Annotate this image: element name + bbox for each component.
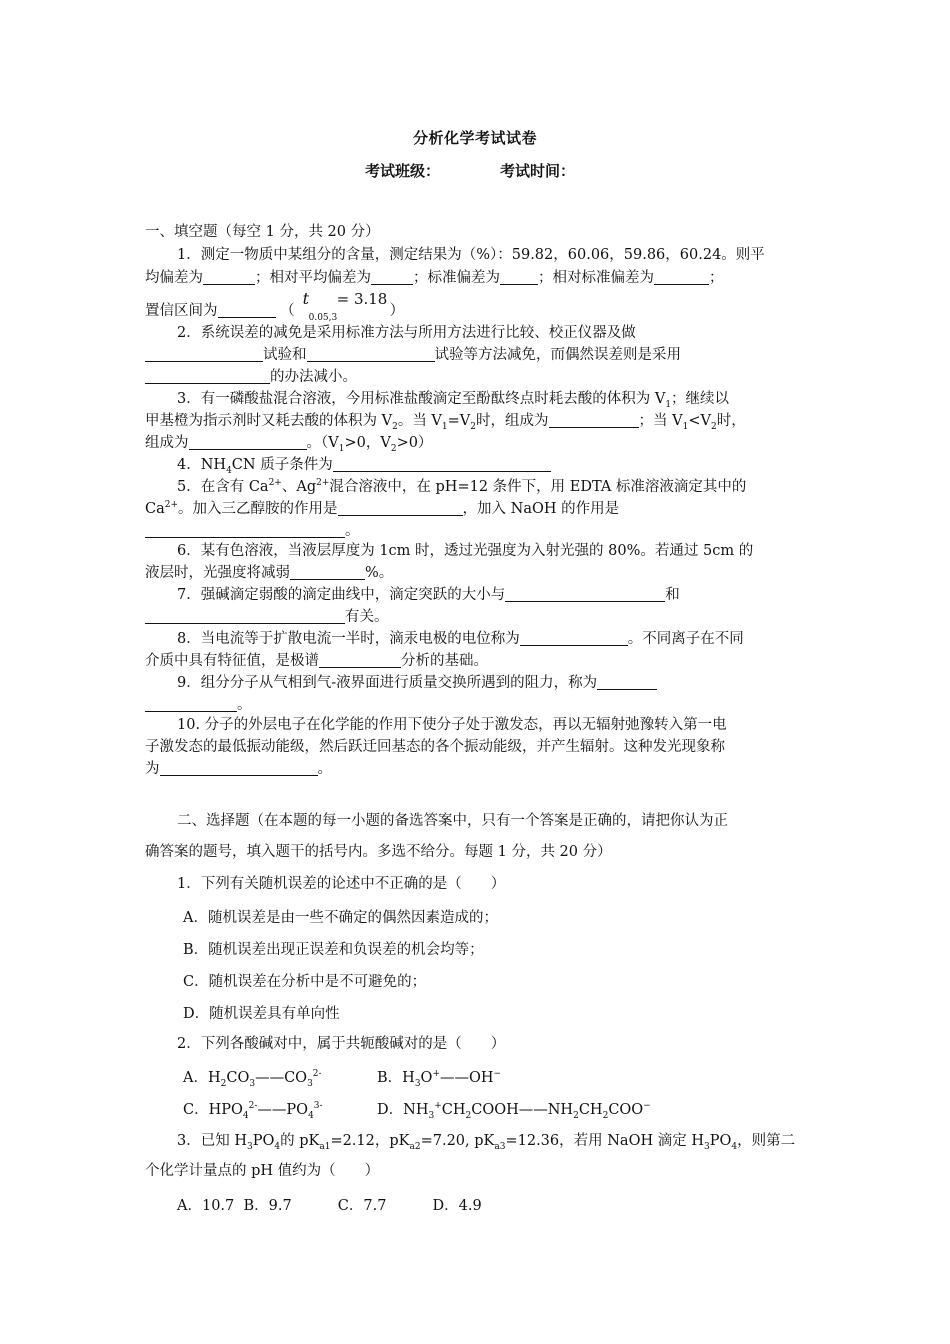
q8-line1 (145, 629, 842, 649)
q8-blank-2[interactable] (319, 652, 401, 668)
q1-blank-5[interactable] (218, 302, 276, 318)
q1-text: ；标准偏差为 (413, 270, 500, 286)
q5-text: 。加入三乙醇胺的作用是 (178, 501, 338, 517)
q3-sub: 1 (338, 443, 345, 454)
q7-line1 (145, 585, 842, 605)
opt-sup: 2- (248, 1101, 258, 1112)
q3-text: =12.36，若用 NaOH 滴定 H (505, 1133, 704, 1149)
opt-text: COOH——NH (471, 1102, 574, 1118)
s2-q1-option-a[interactable]: A．随机误差是由一些不确定的偶然因素造成的； (183, 910, 498, 926)
q5-text: ，加入 NaOH 的作用是 (462, 501, 620, 517)
q10-line2: 子激发态的最低振动能级，然后跃迁回基态的各个振动能级，并产生辐射。这种发光现象称 (145, 739, 725, 755)
q9-line1 (145, 673, 842, 693)
opt-sup: − (643, 1101, 651, 1112)
q9-blank-1[interactable] (597, 674, 657, 690)
q3-sub: 2 (392, 421, 398, 432)
opt-text: ——PO (257, 1102, 309, 1118)
class-label: 考试班级： (365, 162, 441, 180)
q3-text: 。当 V (397, 413, 442, 429)
q1-text: ； (709, 270, 724, 286)
q7-line2 (145, 607, 810, 627)
q1-line2 (145, 268, 810, 288)
q6-line2 (145, 563, 810, 583)
q10-text: 。 (317, 761, 332, 777)
q3-sub: 4 (274, 1141, 281, 1152)
q3-text: ；当 V (638, 413, 683, 429)
q3-sub: 2 (470, 421, 477, 432)
q9-line2 (145, 695, 810, 715)
q5-sup: 2+ (316, 478, 330, 489)
q3-sub: 4 (731, 1141, 738, 1152)
q8-blank-1[interactable] (520, 630, 628, 646)
q6-blank-1[interactable] (290, 564, 365, 580)
s2-q1-option-d[interactable]: D．随机误差具有单向性 (183, 1006, 340, 1022)
opt-sub: 4 (242, 1110, 249, 1121)
q3-sub: a1 (319, 1141, 331, 1152)
q3-text: PO (709, 1133, 732, 1149)
q3-text: =V (447, 413, 471, 429)
q1-blank-2[interactable] (371, 269, 413, 285)
q4-text: 4．NH (177, 457, 227, 473)
q7-text: 有关。 (345, 609, 389, 625)
s2-q1-option-c[interactable]: C．随机误差在分析中是不可避免的； (183, 974, 427, 990)
q4-line1 (145, 455, 842, 475)
q8-text: 分析的基础。 (401, 653, 488, 669)
opt-text: C．HPO (183, 1102, 243, 1118)
q8-text: 8．当电流等于扩散电流一半时，滴汞电极的电位称为 (177, 631, 520, 647)
q3-sub: a3 (494, 1141, 506, 1152)
q6-text: %。 (365, 565, 394, 581)
q1-line1: 1．测定一物质中某组分的含量，测定结果为（%）：59.82，60.06，59.86，60.24。则平 (177, 247, 765, 263)
q2-blank-2[interactable] (307, 346, 435, 362)
q3-text: ；继续以 (671, 391, 730, 407)
q6-line1: 6．某有色溶液，当液层厚度为 1cm 时，透过光强度为入射光强的 80%。若通过 5cm 的 (177, 543, 754, 559)
s2-q2-option-a[interactable] (183, 1066, 322, 1087)
q5-text: 。 (345, 523, 360, 539)
q5-line2 (145, 499, 810, 519)
opt-text: ——CO (255, 1070, 308, 1086)
time-label: 考试时间： (500, 162, 576, 180)
q3-line2 (145, 411, 810, 431)
q1-blank-1[interactable] (203, 269, 255, 285)
q3-sub: 1 (665, 399, 672, 410)
t-value: = 3.18 (336, 290, 388, 308)
exam-title: 分析化学考试试卷 (412, 129, 537, 147)
opt-text: D．NH (377, 1102, 429, 1118)
q1-blank-3[interactable] (500, 269, 538, 285)
q3-sub: 1 (682, 421, 689, 432)
section2-heading-line1: 二、选择题（在本题的每一小题的备选答案中，只有一个答案是正确的，请把你认为正 (177, 813, 728, 829)
q7-text: 7．强碱滴定弱酸的滴定曲线中，滴定突跃的大小与 (177, 587, 506, 603)
q9-text: 9．组分分子从气相到气-液界面进行质量交换所遇到的阻力，称为 (177, 675, 598, 691)
q3-sub: a2 (409, 1141, 421, 1152)
opt-sub: 2 (602, 1110, 609, 1121)
q3-text: =2.12，pK (330, 1133, 410, 1149)
opt-sub: 3 (414, 1078, 421, 1089)
q3-text: 3．已知 H (177, 1133, 247, 1149)
q5-blank-1[interactable] (338, 500, 463, 516)
q5-text: 、Ag (281, 479, 317, 495)
q2-blank-3[interactable] (145, 368, 270, 384)
q3-text: <V (688, 413, 711, 429)
q4-sub: 4 (226, 465, 232, 476)
opt-sub: 3 (428, 1110, 435, 1121)
opt-sub: 2 (220, 1078, 227, 1089)
section2-heading-line2: 确答案的题号，填入题干的括号内。多选不给分。每题 1 分，共 20 分） (145, 844, 612, 860)
q8-line2 (145, 651, 810, 671)
s2-q3-line1 (145, 1131, 842, 1151)
s2-q1-stem: 1．下列有关随机误差的论述中不正确的是（ ） (177, 876, 506, 892)
s2-q3-options[interactable]: A．10.7 B．9.7 C．7.7 D．4.9 (177, 1198, 482, 1214)
q3-sub: 2 (390, 443, 397, 454)
opt-text: CO (226, 1070, 250, 1086)
q1-line3 (145, 289, 810, 323)
q3-line3 (145, 433, 810, 453)
q5-text: 混合溶液中，在 pH=12 条件下，用 EDTA 标准溶液滴定其中的 (329, 479, 747, 495)
q2-blank-1[interactable] (145, 346, 263, 362)
t-symbol: t (302, 289, 310, 308)
s2-q2-stem: 2．下列各酸碱对中，属于共轭酸碱对的是（ ） (177, 1036, 506, 1052)
q9-text: 。 (237, 697, 252, 713)
t-formula (295, 289, 390, 323)
q1-text: ） (389, 303, 405, 319)
q2-line3 (145, 367, 810, 387)
q3-text: PO (252, 1133, 275, 1149)
opt-sup: + (434, 1101, 442, 1112)
q8-text: 。不同离子在不同 (627, 631, 744, 647)
q2-line1: 2．系统误差的减免是采用标准方法与所用方法进行比较、校正仪器及做 (177, 325, 636, 341)
q8-text: 介质中具有特征值，是极谱 (145, 653, 319, 669)
q3-sub: 3 (703, 1141, 710, 1152)
q3-text: =7.20, pK (420, 1133, 495, 1149)
opt-sub: 3 (307, 1078, 313, 1089)
opt-sup: 2- (312, 1069, 322, 1080)
opt-sup: 3- (313, 1101, 323, 1112)
opt-text: ——OH (439, 1070, 494, 1086)
exam-meta (365, 160, 575, 181)
q3-text: 时，组成为 (476, 413, 549, 429)
s2-q3-line2: 个化学计量点的 pH 值约为（ ） (145, 1163, 380, 1179)
q1-text: 置信区间为 (145, 303, 218, 319)
t-subscript: 0.05,3 (308, 313, 338, 323)
q5-blank-2[interactable] (145, 522, 345, 538)
q6-text: 液层时，光强度将减弱 (145, 565, 290, 581)
opt-sub: 2 (573, 1110, 579, 1121)
q9-blank-2[interactable] (145, 696, 237, 712)
q1-text: 均偏差为 (145, 270, 203, 286)
q2-line2 (145, 345, 810, 365)
opt-sub: 2 (465, 1110, 472, 1121)
q5-sup: 2+ (268, 478, 282, 489)
q7-text: 和 (665, 587, 680, 603)
opt-text: B．H (377, 1070, 415, 1086)
q3-blank-2[interactable] (189, 434, 307, 450)
opt-sup: + (432, 1069, 440, 1080)
s2-q1-option-b[interactable]: B．随机误差出现正误差和负误差的机会均等； (183, 942, 484, 958)
q1-text: （ (280, 303, 295, 319)
s2-q2-option-d[interactable] (377, 1098, 651, 1119)
q3-sub: 2 (710, 421, 717, 432)
q3-text: 。（V (306, 435, 339, 451)
q3-text: 甲基橙为指示剂时又耗去酸的体积为 V (145, 413, 393, 429)
q7-blank-1[interactable] (505, 586, 665, 602)
q5-line3 (145, 521, 810, 541)
q10-blank-1[interactable] (160, 760, 318, 776)
q10-line1: 10. 分子的外层电子在化学能的作用下使分子处于激发态，再以无辐射弛豫转入第一电 (177, 717, 727, 733)
opt-sub: 4 (308, 1110, 314, 1121)
q3-text: >0，V (344, 435, 391, 451)
q5-text: Ca (145, 501, 165, 517)
q4-blank-1[interactable] (333, 456, 551, 472)
q1-blank-4[interactable] (654, 269, 709, 285)
opt-sub: 3 (249, 1078, 256, 1089)
q2-text: 的办法减小。 (270, 369, 357, 385)
q3-sub: 1 (441, 421, 448, 432)
s2-q2-option-c[interactable] (183, 1098, 323, 1119)
q2-text: 试验和 (263, 347, 307, 363)
q3-sub: 3 (246, 1141, 253, 1152)
section1-heading: 一、填空题（每空 1 分，共 20 分） (145, 224, 380, 240)
q4-text: CN 质子条件为 (231, 457, 333, 473)
q3-text: ，则第二 (737, 1133, 796, 1149)
opt-sup: − (493, 1069, 502, 1080)
q3-text: 时， (716, 413, 746, 429)
opt-text: CH (578, 1102, 603, 1118)
q3-line1 (145, 389, 842, 409)
q3-blank-1[interactable] (549, 412, 639, 428)
q10-text: 为 (145, 761, 160, 777)
q3-text: 的 pK (280, 1133, 320, 1149)
opt-text: COO (608, 1102, 644, 1118)
q3-text: >0） (396, 435, 433, 451)
q1-text: ；相对标准偏差为 (538, 270, 654, 286)
q5-text: 5．在含有 Ca (177, 479, 269, 495)
q7-blank-2[interactable] (145, 608, 345, 624)
q3-text: 3．有一磷酸盐混合溶液，今用标准盐酸滴定至酚酞终点时耗去酸的体积为 V (177, 391, 666, 407)
q3-text: 组成为 (145, 435, 189, 451)
q5-line1 (145, 477, 842, 497)
q10-line3 (145, 759, 810, 779)
q1-text: ；相对平均偏差为 (255, 270, 371, 286)
opt-text: CH (441, 1102, 466, 1118)
opt-text: A．H (183, 1070, 221, 1086)
q5-sup: 2+ (164, 500, 179, 511)
opt-text: O (420, 1070, 433, 1086)
q2-text: 试验等方法减免，而偶然误差则是采用 (434, 347, 681, 363)
s2-q2-option-b[interactable] (377, 1066, 501, 1087)
